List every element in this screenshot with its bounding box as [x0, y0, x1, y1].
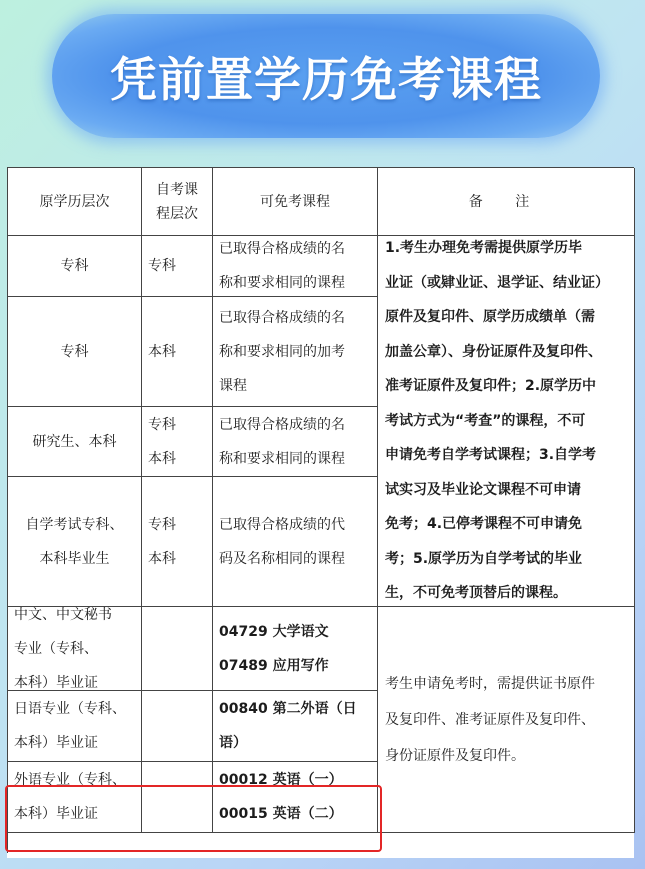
row5-prior: 中文、中文秘书 专业（专科、 本科）毕业证 [8, 607, 142, 691]
row3-level: 专科 本科 [142, 407, 213, 477]
row7-prior: 外语专业（专科、 本科）毕业证 [8, 762, 142, 833]
remarks-certificate: 考生申请免考时，需提供证书原件 及复印件、准考证原件及复印件、 身份证原件及复印件。 [378, 607, 635, 833]
row6-courses: 00840 第二外语（日 语） [213, 691, 378, 762]
row1-prior: 专科 [8, 236, 142, 297]
header-course-level: 自考课 程层次 [142, 168, 213, 236]
row4-prior: 自学考试专科、 本科毕业生 [8, 477, 142, 607]
header-remarks: 备 注 [378, 168, 635, 236]
row1-level: 专科 [142, 236, 213, 297]
row2-courses: 已取得合格成绩的名 称和要求相同的加考 课程 [213, 297, 378, 407]
row5-level [142, 607, 213, 691]
row5-courses: 04729 大学语文 07489 应用写作 [213, 607, 378, 691]
row6-prior: 日语专业（专科、 本科）毕业证 [8, 691, 142, 762]
page-title: 凭前置学历免考课程 [110, 52, 542, 108]
highlight-box [5, 785, 382, 852]
row4-level: 专科 本科 [142, 477, 213, 607]
row1-courses: 已取得合格成绩的名 称和要求相同的课程 [213, 236, 378, 297]
exemption-table-panel [7, 167, 634, 858]
row6-level [142, 691, 213, 762]
header-exempt-courses: 可免考课程 [213, 168, 378, 236]
row2-level: 本科 [142, 297, 213, 407]
exemption-table [7, 167, 634, 853]
row2-prior: 专科 [8, 297, 142, 407]
row4-courses: 已取得合格成绩的代 码及名称相同的课程 [213, 477, 378, 607]
row3-courses: 已取得合格成绩的名 称和要求相同的课程 [213, 407, 378, 477]
remarks-general: 1.考生办理免考需提供原学历毕 业证（或肄业证、退学证、结业证） 原件及复印件、原学历成绩单（需 加盖公章）、身份证原件及复印件、 准考证原件及复印件；2.原学历中 考试方式为“考查”的课程，不可 申请免考自学考试课程；3.自学考 试实习及毕业论文课程不可申请 免考；4.已停考课程不可申请免 考；5.原学历为自学考试的毕业 生，不可免考顶替后的课程。 [378, 236, 635, 607]
row7-courses: 00012 英语（一） 00015 英语（二） [213, 762, 378, 833]
title-banner [52, 14, 600, 138]
row3-prior: 研究生、本科 [8, 407, 142, 477]
header-prior-education: 原学历层次 [8, 168, 142, 236]
